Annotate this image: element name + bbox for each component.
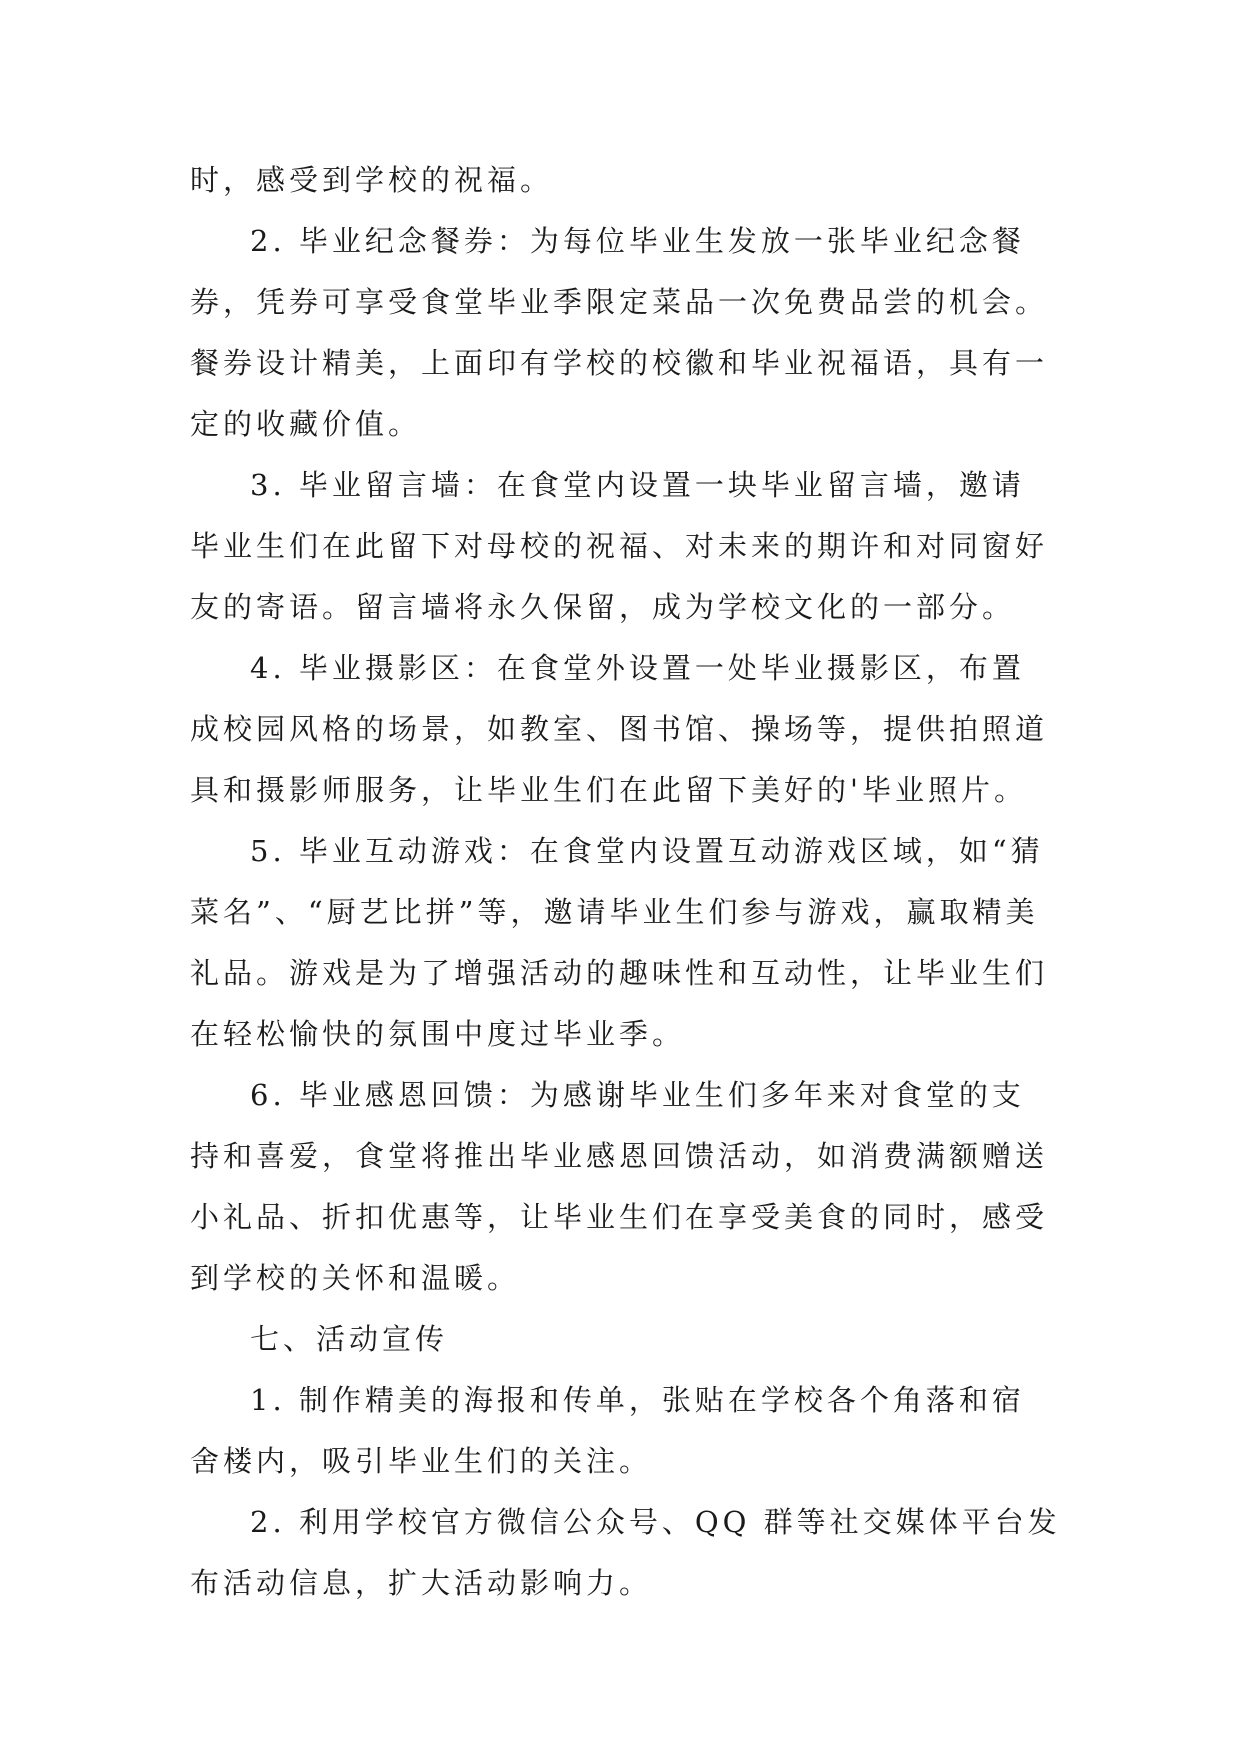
text-line: 礼品。游戏是为了增强活动的趣味性和互动性，让毕业生们 bbox=[190, 956, 1049, 990]
text-line: 到学校的关怀和温暖。 bbox=[190, 1261, 521, 1295]
text-line: 成校园风格的场景，如教室、图书馆、操场等，提供拍照道 bbox=[190, 712, 1049, 746]
text-line: 持和喜爱，食堂将推出毕业感恩回馈活动，如消费满额赠送 bbox=[190, 1139, 1049, 1173]
text-line: 定的收藏价值。 bbox=[190, 407, 422, 441]
text-line: 友的寄语。留言墙将永久保留，成为学校文化的一部分。 bbox=[190, 590, 1016, 624]
text-line: 券，凭券可享受食堂毕业季限定菜品一次免费品尝的机会。 bbox=[190, 285, 1049, 319]
text-line: 2. 利用学校官方微信公众号、QQ 群等社交媒体平台发 bbox=[250, 1505, 1061, 1539]
text-line: 毕业生们在此留下对母校的祝福、对未来的期许和对同窗好 bbox=[190, 529, 1049, 563]
text-line: 具和摄影师服务，让毕业生们在此留下美好的'毕业照片。 bbox=[190, 773, 1027, 807]
text-line: 1. 制作精美的海报和传单，张贴在学校各个角落和宿 bbox=[250, 1383, 1025, 1417]
text-line: 5. 毕业互动游戏：在食堂内设置互动游戏区域，如“猜 bbox=[250, 834, 1044, 868]
section-heading: 七、活动宣传 bbox=[250, 1322, 449, 1356]
text-line: 舍楼内，吸引毕业生们的关注。 bbox=[190, 1444, 653, 1478]
document-body bbox=[190, 150, 1070, 1614]
text-line: 2. 毕业纪念餐券：为每位毕业生发放一张毕业纪念餐 bbox=[250, 224, 1025, 258]
text-line: 菜名”、“厨艺比拼”等，邀请毕业生们参与游戏，赢取精美 bbox=[190, 895, 1039, 929]
text-line: 6. 毕业感恩回馈：为感谢毕业生们多年来对食堂的支 bbox=[250, 1078, 1025, 1112]
text-line: 3. 毕业留言墙：在食堂内设置一块毕业留言墙，邀请 bbox=[250, 468, 1025, 502]
text-line: 布活动信息，扩大活动影响力。 bbox=[190, 1566, 653, 1600]
text-line: 4. 毕业摄影区：在食堂外设置一处毕业摄影区，布置 bbox=[250, 651, 1025, 685]
text-line: 时，感受到学校的祝福。 bbox=[190, 163, 554, 197]
text-line: 小礼品、折扣优惠等，让毕业生们在享受美食的同时，感受 bbox=[190, 1200, 1049, 1234]
text-line: 餐券设计精美，上面印有学校的校徽和毕业祝福语，具有一 bbox=[190, 346, 1049, 380]
text-line: 在轻松愉快的氛围中度过毕业季。 bbox=[190, 1017, 686, 1051]
